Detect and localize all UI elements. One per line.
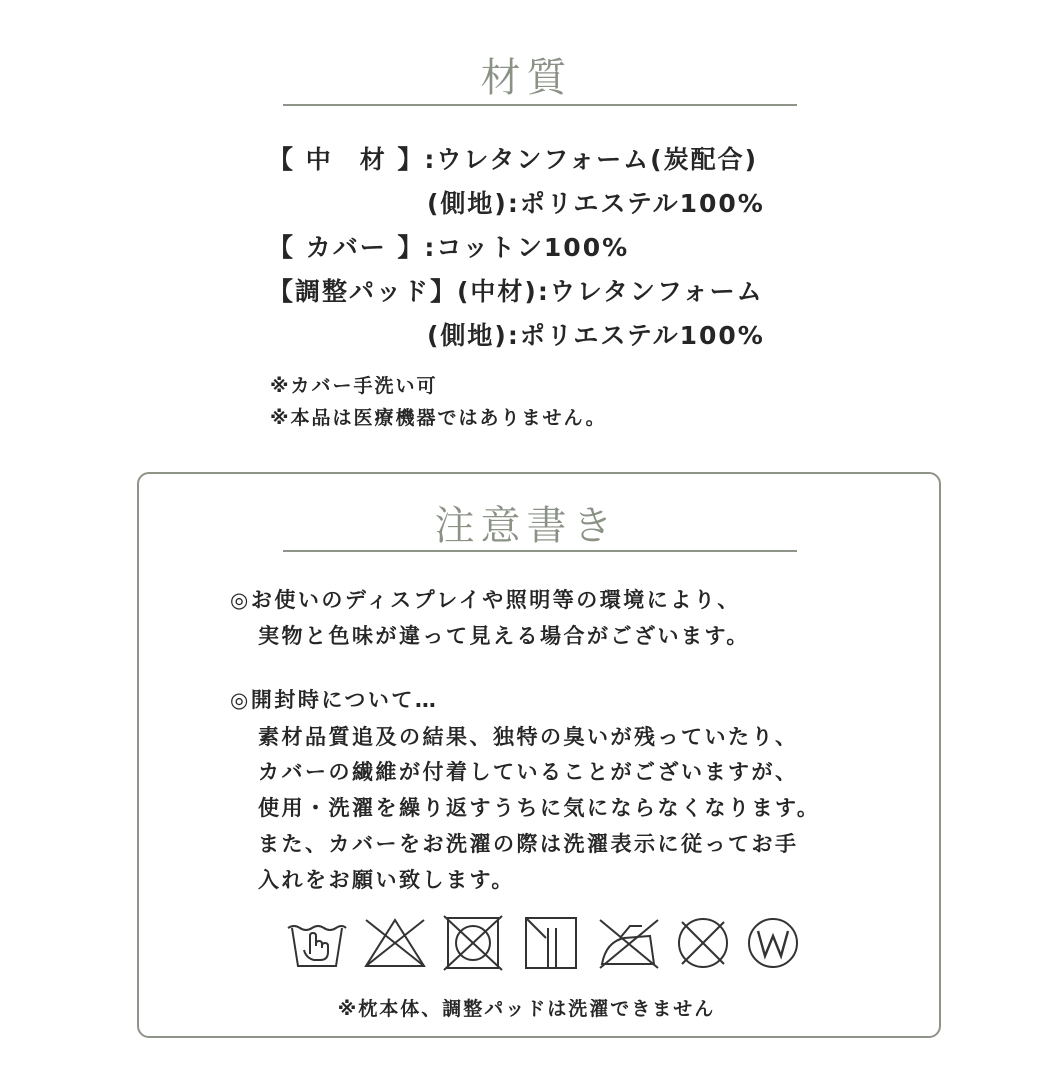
caution-para1-line2: 実物と色味が違って見える場合がございます。 [258,624,750,648]
caution-para2-line2: カバーの繊維が付着していることがございますが、 [258,760,799,784]
no-iron-icon [596,914,662,972]
material-line-core: 【 中 材 】:ウレタンフォーム(炭配合) [268,145,759,174]
hand-wash-icon [284,914,350,972]
no-tumble-dry-icon [440,914,506,972]
caution-para2-line5: 入れをお願い致します。 [258,868,515,892]
care-footnote: ※枕本体、調整パッドは洗濯できません [337,998,716,1020]
material-line-core-fabric: (側地):ポリエステル100% [427,189,765,218]
caution-para2-line4: また、カバーをお洗濯の際は洗濯表示に従ってお手 [258,832,799,856]
caution-title: 注意書き [434,503,619,549]
no-dry-clean-icon [670,914,736,972]
note-hand-wash: ※カバー手洗い可 [270,375,438,397]
caution-para2-heading: ◎開封時について… [230,688,439,712]
caution-para1-line1: ◎お使いのディスプレイや照明等の環境により、 [230,588,741,612]
material-line-cover: 【 カバー 】:コットン100% [268,233,630,262]
no-bleach-icon [362,914,428,972]
material-line-pad-fabric: (側地):ポリエステル100% [427,321,765,350]
materials-title-rule [283,104,797,106]
material-line-pad: 【調整パッド】(中材):ウレタンフォーム [268,277,764,306]
line-dry-shade-icon [518,914,584,972]
caution-para2-line3: 使用・洗濯を繰り返すうちに気にならなくなります。 [258,796,821,820]
wet-clean-icon [740,914,806,972]
caution-para2-line1: 素材品質追及の結果、独特の臭いが残っていたり、 [258,725,799,749]
note-not-medical: ※本品は医療機器ではありません。 [270,407,607,429]
materials-title: 材質 [480,55,573,101]
caution-title-rule [283,550,797,552]
